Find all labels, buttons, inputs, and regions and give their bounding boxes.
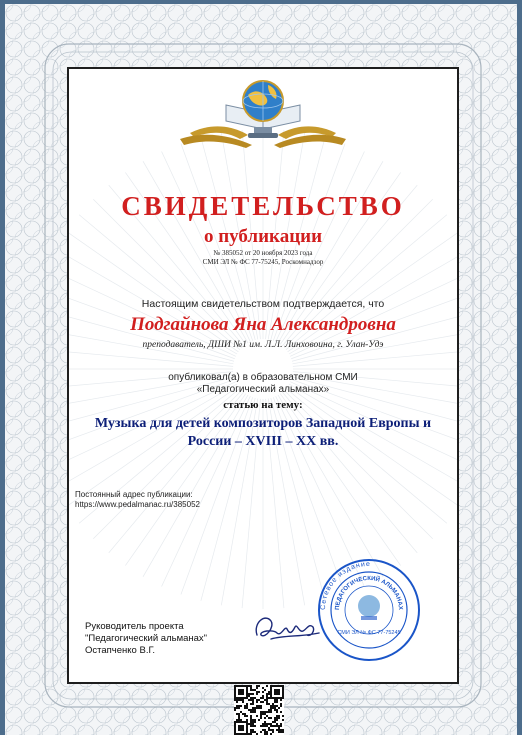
head-line-2: "Педагогический альманах" — [85, 633, 208, 644]
topic-line-2: России – XVIII – XX вв. — [187, 434, 339, 449]
certificate-number: № 385052 от 20 ноября 2023 года — [213, 249, 313, 257]
stamp-inner-text: ПЕДАГОГИЧЕСКИЙ АЛЬМАНАХ — [334, 575, 404, 611]
publication-address — [75, 490, 200, 510]
published-line-1: опубликовал(а) в образовательном СМИ — [168, 372, 358, 383]
qr-code-icon — [234, 685, 284, 735]
head-line-3: Остапченко В.Г. — [85, 645, 156, 656]
certificate-page — [5, 4, 517, 735]
certificate-frame — [67, 67, 459, 684]
registration-line: СМИ ЭЛ № ФС 77-75245, Роскомнадзор — [202, 258, 324, 266]
published-line-2: «Педагогический альманах» — [196, 384, 330, 395]
confirm-text: Настоящим свидетельством подтверждается, что — [141, 298, 385, 310]
article-topic — [79, 415, 447, 451]
topic-line-1: Музыка для детей композиторов Западной Европы и — [94, 416, 432, 431]
head-line-1: Руководитель проекта — [85, 621, 184, 632]
published-in — [69, 372, 457, 396]
certificate-subtitle: о публикации — [203, 226, 323, 247]
globe-book-emblem-icon — [170, 75, 356, 155]
recipient-name: Подгайнова Яна Александровна — [130, 314, 396, 335]
stamp-outer-text: Сетевое издание — [319, 560, 371, 611]
certificate-title: СВИДЕТЕЛЬСТВО — [121, 191, 405, 221]
stamp-reg-text: СМИ ЭЛ № ФС 77-75245 — [337, 630, 401, 636]
topic-label: статью на тему: — [223, 399, 303, 411]
recipient-position: преподаватель, ДШИ №1 им. Л.Л. Линховоина, г. Улан-Удэ — [142, 340, 384, 350]
project-head — [85, 621, 207, 657]
signature-icon — [251, 605, 323, 649]
url-label: Постоянный адрес публикации: — [75, 490, 193, 499]
publication-stamp — [317, 558, 421, 662]
publication-url[interactable]: https://www.pedalmanac.ru/385052 — [75, 500, 200, 509]
